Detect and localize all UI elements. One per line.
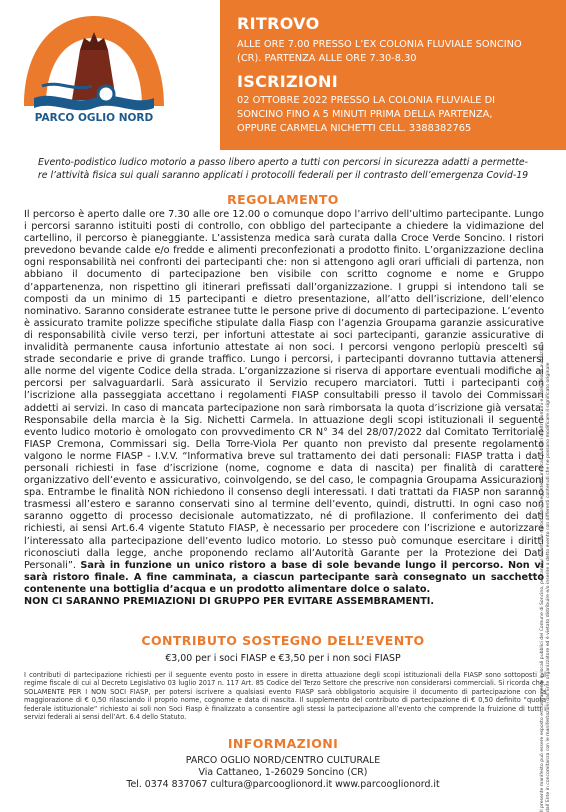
header bbox=[0, 0, 566, 150]
contributo-title: CONTRIBUTO SOSTEGNO DELL’EVENTO bbox=[141, 633, 425, 648]
iscrizioni-line-2: SONCINO FINO A 5 MINUTI PRIMA DELLA PARTENZA, bbox=[237, 109, 493, 120]
side-note bbox=[540, 172, 560, 812]
side-note-line-2: dall’Ente in concomitanza con le manifestazioni dall’Ente organizzatore ed è vietato distribuire e/o inserire a detto evento con differenti contenuti che ne possano modificare il significato originale bbox=[545, 362, 551, 812]
ritrovo-line-2: (CR). PARTENZA ALLE ORE 7.30-8.30 bbox=[237, 53, 417, 64]
regolamento-body bbox=[24, 209, 544, 608]
iscrizioni-line-3: OPPURE CARMELA NICHETTI CELL. 3388382765 bbox=[237, 123, 472, 134]
contributo-quote: €3,00 per i soci FIASP e €3,50 per i non soci FIASP bbox=[165, 653, 401, 664]
logo bbox=[14, 8, 174, 138]
contributo-fine-print: I contributi di partecipazione richiesti per il seguente evento posto in essere in diretta attuazione degli scopi istituzionali della FIASP sono sottoposti al regime fiscale di cui al Decreto Legislativo 03 luglio 2017 n. 117 Art. 85 Codice del Terzo Settore che prescrive non considerarsi commerciali. Si ricorda che, SOLAMENTE PER I NON SOCI FIASP, per potersi iscrivere a qualsiasi evento FIASP sarà obbligatorio acquisire il documento di partecipazione con la maggiorazione di € 0,50 rilasciando il proprio nome, cognome e data di nascita. Il supplemento del contributo di partecipazione di € 0,50 definito “quota federale istituzionale” richiesto ai soli non Soci Fiasp è finalizzato a consentire agli stessi la partecipazione all’evento che comprende la fruizione di tutti i servizi federali ai sensi dell’Art. 6.4 dello Statuto. bbox=[24, 671, 546, 722]
informazioni-line-1: PARCO OGLIO NORD/CENTRO CULTURALE bbox=[185, 755, 381, 766]
parco-oglio-nord-logo-icon bbox=[14, 8, 174, 116]
informazioni-title: INFORMAZIONI bbox=[227, 736, 339, 751]
intro-text bbox=[24, 157, 542, 182]
intro-line-1: Evento-podistico ludico motorio a passo libero aperto a tutti con percorsi in sicurezza adatti a permette- bbox=[37, 157, 529, 168]
iscrizioni-line-1: 02 OTTOBRE 2022 PRESSO LA COLONIA FLUVIALE DI bbox=[237, 95, 496, 106]
regolamento-title: REGOLAMENTO bbox=[227, 192, 339, 207]
ritrovo-line-1: ALLE ORE 7.00 PRESSO L’EX COLONIA FLUVIALE SONCINO bbox=[237, 39, 522, 50]
regolamento-text: Il percorso è aperto dalle ore 7.30 alle ore 12.00 o comunque dopo l’arrivo dell’ultimo partecipante. Lungo i percorsi saranno istituiti posti di controllo, con obbligo del partecipante a chiedere la vidimazione del cartellino, il percorso è pianeggiante. L’assistenza medica sarà curata dalla Croce Verde Soncino. I ristori prevedono bevande calde e/o fredde e alimenti preconfezionati a prodotto finito. L’organizzazione declina ogni responsabilità nei confronti dei partecipanti che: non si attengono agli orari ufficiali di partenza, non abbiano il documento di partecipazione ben visibile con scritto cognome e nome e Gruppo d’appartenenza, non rispettino gli itinerari prefissati dall’organizzazione. I gruppi si intendono tali se composti da un minimo di 15 partecipanti e dietro presentazione, all’atto dell’iscrizione, dell’elenco nominativo. Saranno considerate estranee tutte le persone prive di documento di partecipazione. L’evento è assicurato tramite polizze specifiche stipulate dalla Fiasp con l’agenzia Groupama garanzie assicurative di responsabilità civile verso terzi, per infortuni attestate ai soci partecipanti, garanzie assicurative di invalidità permanente causa infortunio attestate ai non soci. I percorsi vengono perlopiù presceltì su strade secondarie e prive di grande traffico. Lungo i percorsi, i partecipanti dovranno tuttavia attenersi alle norme del vigente Codice della strada. L’organizzazione si riserva di apportare eventuali modifiche ai percorsi per salvaguardarli. Sarà assicurato il Servizio recupero marciatori. Tutti i partecipanti con l’iscrizione alla passeggiata accettano i regolamenti FIASP consultabili presso il tavolo dei Commissari addetti ai servizi. In caso di mancata partecipazione non sarà rimborsata la quota d’iscrizione già versata. Responsabile della marcia è la Sig. Nichetti Carmela. In attuazione degli scopi istituzionali il seguente evento ludico motorio è omologato con provvedimento CR N° 34 del 28/07/2022 dal Comitato Territoriale FIASP Cremona, Commissari sig. Della Torre-Viola Per quanto non previsto dal presente regolamento valgono le norme FIASP - I.V.V. “Informativa breve sul trattamento dei dati personali: FIASP tratta i dati personali richiesti in fase d’iscrizione (nome, cognome e data di nascita) per finalità di carattere organizzativo dell’evento e assicurativo, coinvolgendo, se del caso, le compagnia Groupama Assicurazioni spa. Entrambe le finalità NON richiedono il consenso degli interessati. I dati trattati da FIASP non saranno trasmessi all’estero e saranno conservati sino al termine dell’evento, quindi, distrutti. In ogni caso non saranno oggetto di processo decisionale automatizzato, né di profilazione. Il conferimento dei dati richiesti, ai sensi Art.6.4 vigente Statuto FIASP, è necessario per procedere con l’iscrizione e autorizzare l’interessato alla partecipazione dell’evento ludico motorio. Lo stesso può comunque esercitare i diritti riconosciuti dalla legge, anche proponendo reclamo all’Autorità Garante per la Protezione dei Dati Personali”. bbox=[24, 209, 544, 571]
logo-text: PARCO OGLIO NORD bbox=[34, 112, 154, 124]
side-note-line-1: Il presente manifesto può essere esposto esclusivamente in locali pubblici del Comune di Soncino, per tanto, l’eventuale riproduzione degli stessi in locali pubblici di altri Comuni e la rimozione autorizzata bbox=[540, 341, 545, 812]
intro-line-2: re l’attività fisica sui quali saranno applicati i protocolli federali per il contrasto dell’emergenza Covid-19 bbox=[37, 169, 529, 181]
regolamento-bold-premiazioni: NON CI SARANNO PREMIAZIONI DI GRUPPO PER EVITARE ASSEMBRAMENTI. bbox=[24, 596, 435, 607]
ritrovo-title: RITROVO bbox=[237, 14, 320, 33]
informazioni-line-2: Via Cattaneo, 1-26029 Soncino (CR) bbox=[198, 767, 368, 778]
regolamento-bold-ristoro: Sarà in funzione un unico ristoro a base di sole bevande lungo il percorso. Non vi sarà ristoro finale. A fine camminata, a ciascun partecipante sarà consegnato un sacchetto contenente una bottiglia d’acqua e un prodotto alimentare dolce o salato. bbox=[24, 559, 544, 595]
iscrizioni-title: ISCRIZIONI bbox=[237, 72, 338, 91]
informazioni-line-3: Tel. 0374 837067 cultura@parcooglionord.it www.parcooglionord.it bbox=[126, 779, 440, 790]
